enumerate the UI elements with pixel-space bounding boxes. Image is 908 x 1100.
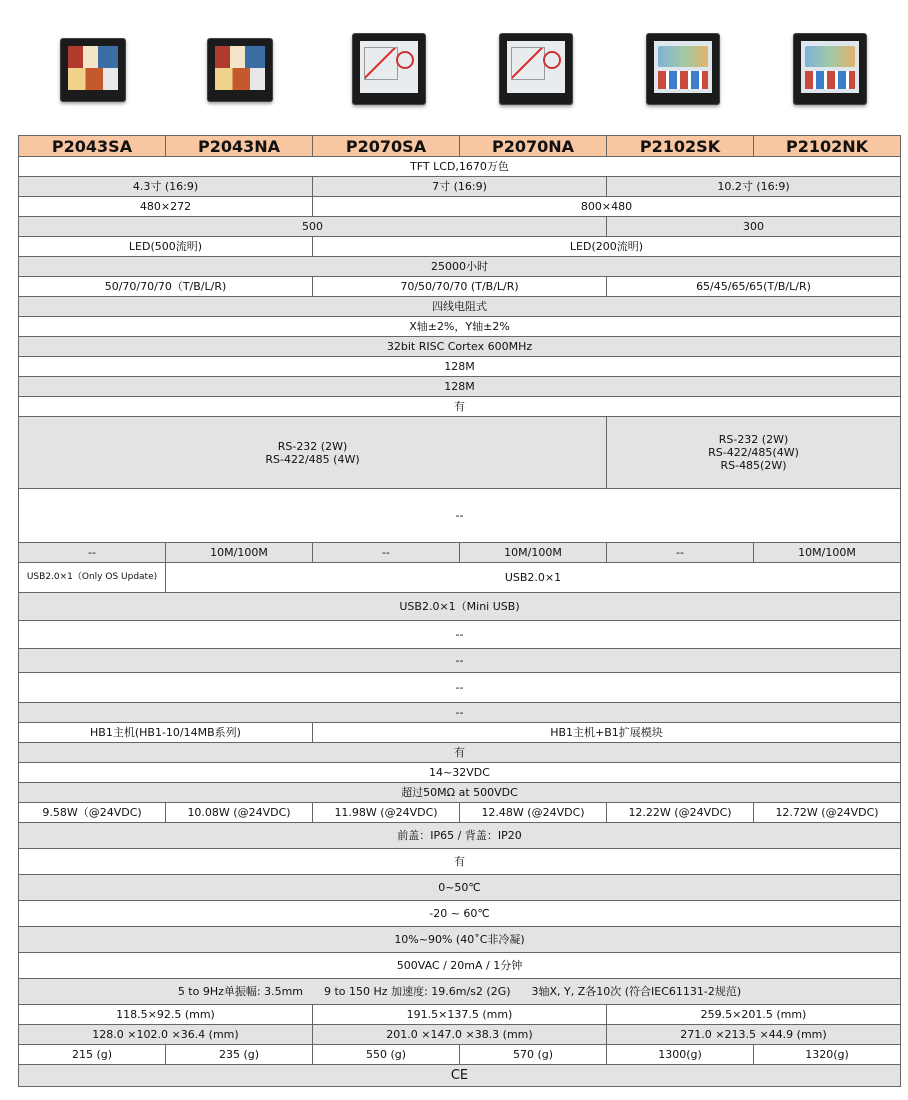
spec-cell: -- — [19, 649, 901, 673]
spec-cell: 550 (g) — [313, 1045, 460, 1065]
spec-cell: 259.5×201.5 (mm) — [607, 1005, 901, 1025]
spec-cell: 4.3寸 (16:9) — [19, 177, 313, 197]
spec-row-operating-temp — [19, 875, 901, 901]
spec-row-empty-1 — [19, 621, 901, 649]
spec-cell: 0~50℃ — [19, 875, 901, 901]
hmi-panel-7-icon — [352, 33, 426, 105]
spec-cell: 25000小时 — [19, 257, 901, 277]
spec-table — [18, 135, 901, 1087]
spec-cell: 10M/100M — [754, 543, 901, 563]
spec-row-insulation — [19, 783, 901, 803]
spec-cell: 10.08W (@24VDC) — [166, 803, 313, 823]
spec-cell: 9.58W（@24VDC) — [19, 803, 166, 823]
spec-row-usb-host — [19, 563, 901, 593]
spec-row-cpu — [19, 337, 901, 357]
spec-cell: 有 — [19, 397, 901, 417]
spec-cell: -- — [19, 703, 901, 723]
spec-row-usb-device — [19, 593, 901, 621]
spec-row-resolution — [19, 197, 901, 217]
spec-cell: 480×272 — [19, 197, 313, 217]
spec-row-flash — [19, 357, 901, 377]
spec-cell: 191.5×137.5 (mm) — [313, 1005, 607, 1025]
spec-row-backlight — [19, 237, 901, 257]
spec-cell: LED(500流明) — [19, 237, 313, 257]
spec-cell: -- — [19, 673, 901, 703]
spec-cell: 500VAC / 20mA / 1分钟 — [19, 953, 901, 979]
spec-cell: 800×480 — [313, 197, 901, 217]
spec-cell: USB2.0×1（Only OS Update) — [19, 563, 166, 593]
spec-cell: X轴±2%，Y轴±2% — [19, 317, 901, 337]
spec-cell: 前盖：IP65 / 背盖：IP20 — [19, 823, 901, 849]
spec-row-screen-size — [19, 177, 901, 197]
spec-row-touch-type — [19, 297, 901, 317]
spec-row-lifetime — [19, 257, 901, 277]
spec-row-input-voltage — [19, 763, 901, 783]
spec-cell: 570 (g) — [460, 1045, 607, 1065]
spec-row-certification — [19, 1065, 901, 1087]
model-header-cell: P2070NA — [460, 136, 607, 157]
product-image-p2102sk — [606, 20, 753, 115]
spec-cell: USB2.0×1 — [166, 563, 901, 593]
spec-row-withstand-voltage — [19, 953, 901, 979]
hmi-panel-10.2-icon — [793, 33, 867, 105]
spec-row-cutout-size — [19, 1005, 901, 1025]
spec-row-display — [19, 157, 901, 177]
spec-cell: -20 ~ 60℃ — [19, 901, 901, 927]
spec-cell: 65/45/65/65(T/B/L/R) — [607, 277, 901, 297]
spec-cell: 12.48W (@24VDC) — [460, 803, 607, 823]
spec-cell: 300 — [607, 217, 901, 237]
spec-cell: USB2.0×1（Mini USB) — [19, 593, 901, 621]
spec-cell: CE — [19, 1065, 901, 1087]
product-image-p2102nk — [753, 20, 900, 115]
product-image-p2043na — [165, 20, 312, 115]
spec-cell: 10%~90% (40˚C非冷凝) — [19, 927, 901, 953]
spec-cell: LED(200流明) — [313, 237, 901, 257]
spec-row-serial — [19, 417, 901, 489]
spec-cell: 235 (g) — [166, 1045, 313, 1065]
spec-cell: 500 — [19, 217, 607, 237]
spec-cell: 有 — [19, 743, 901, 763]
spec-row-protection — [19, 823, 901, 849]
spec-cell: 215 (g) — [19, 1045, 166, 1065]
spec-cell: -- — [607, 543, 754, 563]
spec-cell: -- — [19, 621, 901, 649]
spec-cell: -- — [19, 489, 901, 543]
spec-cell: HB1主机(HB1-10/14MB系列) — [19, 723, 313, 743]
model-header-cell: P2102NK — [754, 136, 901, 157]
spec-cell: 12.72W (@24VDC) — [754, 803, 901, 823]
spec-cell: 14~32VDC — [19, 763, 901, 783]
spec-row-rtc — [19, 397, 901, 417]
spec-row-brightness — [19, 217, 901, 237]
spec-cell: 128M — [19, 357, 901, 377]
spec-cell: -- — [19, 543, 166, 563]
hmi-panel-4.3-icon — [60, 38, 126, 102]
spec-cell: 11.98W (@24VDC) — [313, 803, 460, 823]
model-header-cell: P2043NA — [166, 136, 313, 157]
spec-cell: -- — [313, 543, 460, 563]
spec-row-vibration — [19, 979, 901, 1005]
spec-row-expansion — [19, 489, 901, 543]
spec-cell: 1300(g) — [607, 1045, 754, 1065]
spec-cell: 32bit RISC Cortex 600MHz — [19, 337, 901, 357]
spec-cell: 超过50MΩ at 500VDC — [19, 783, 901, 803]
spec-row-power-consumption — [19, 803, 901, 823]
hmi-panel-7-icon — [499, 33, 573, 105]
spec-row-dimensions — [19, 1025, 901, 1045]
spec-cell: TFT LCD,1670万色 — [19, 157, 901, 177]
product-image-p2043sa — [18, 20, 165, 115]
spec-cell: 10M/100M — [460, 543, 607, 563]
spec-cell: 50/70/70/70（T/B/L/R) — [19, 277, 313, 297]
spec-row-cooling — [19, 849, 901, 875]
spec-row-empty-2 — [19, 649, 901, 673]
spec-cell: 118.5×92.5 (mm) — [19, 1005, 313, 1025]
spec-cell: 271.0 ×213.5 ×44.9 (mm) — [607, 1025, 901, 1045]
spec-cell: HB1主机+B1扩展模块 — [313, 723, 901, 743]
spec-row-empty-3 — [19, 673, 901, 703]
spec-cell: 1320(g) — [754, 1045, 901, 1065]
spec-cell: 10M/100M — [166, 543, 313, 563]
spec-row-touch-accuracy — [19, 317, 901, 337]
spec-row-humidity — [19, 927, 901, 953]
model-header-row — [19, 136, 901, 157]
product-image-p2070na — [459, 20, 606, 115]
spec-cell: 10.2寸 (16:9) — [607, 177, 901, 197]
spec-cell: 201.0 ×147.0 ×38.3 (mm) — [313, 1025, 607, 1045]
product-images — [18, 20, 900, 115]
model-header-cell: P2102SK — [607, 136, 754, 157]
spec-row-power-isolation — [19, 743, 901, 763]
spec-row-ethernet — [19, 543, 901, 563]
spec-cell: 128.0 ×102.0 ×36.4 (mm) — [19, 1025, 313, 1045]
spec-cell: 5 to 9Hz单振幅: 3.5mm 9 to 150 Hz 加速度: 19.6m/s2 (2G) 3轴X, Y, Z各10次 (符合IEC61131-2规范) — [19, 979, 901, 1005]
spec-cell: 7寸 (16:9) — [313, 177, 607, 197]
spec-row-empty-4 — [19, 703, 901, 723]
spec-cell: RS-232 (2W) RS-422/485(4W) RS-485(2W) — [607, 417, 901, 489]
spec-row-weight — [19, 1045, 901, 1065]
model-header-cell: P2070SA — [313, 136, 460, 157]
spec-cell: 12.22W (@24VDC) — [607, 803, 754, 823]
spec-row-viewing-angle — [19, 277, 901, 297]
spec-cell: 有 — [19, 849, 901, 875]
product-image-p2070sa — [312, 20, 459, 115]
hmi-panel-10.2-icon — [646, 33, 720, 105]
hmi-panel-4.3-icon — [207, 38, 273, 102]
spec-cell: 128M — [19, 377, 901, 397]
spec-row-ram — [19, 377, 901, 397]
spec-row-storage-temp — [19, 901, 901, 927]
spec-cell: 四线电阻式 — [19, 297, 901, 317]
spec-cell: 70/50/70/70 (T/B/L/R) — [313, 277, 607, 297]
spec-cell: RS-232 (2W) RS-422/485 (4W) — [19, 417, 607, 489]
spec-row-expansion-module — [19, 723, 901, 743]
model-header-cell: P2043SA — [19, 136, 166, 157]
